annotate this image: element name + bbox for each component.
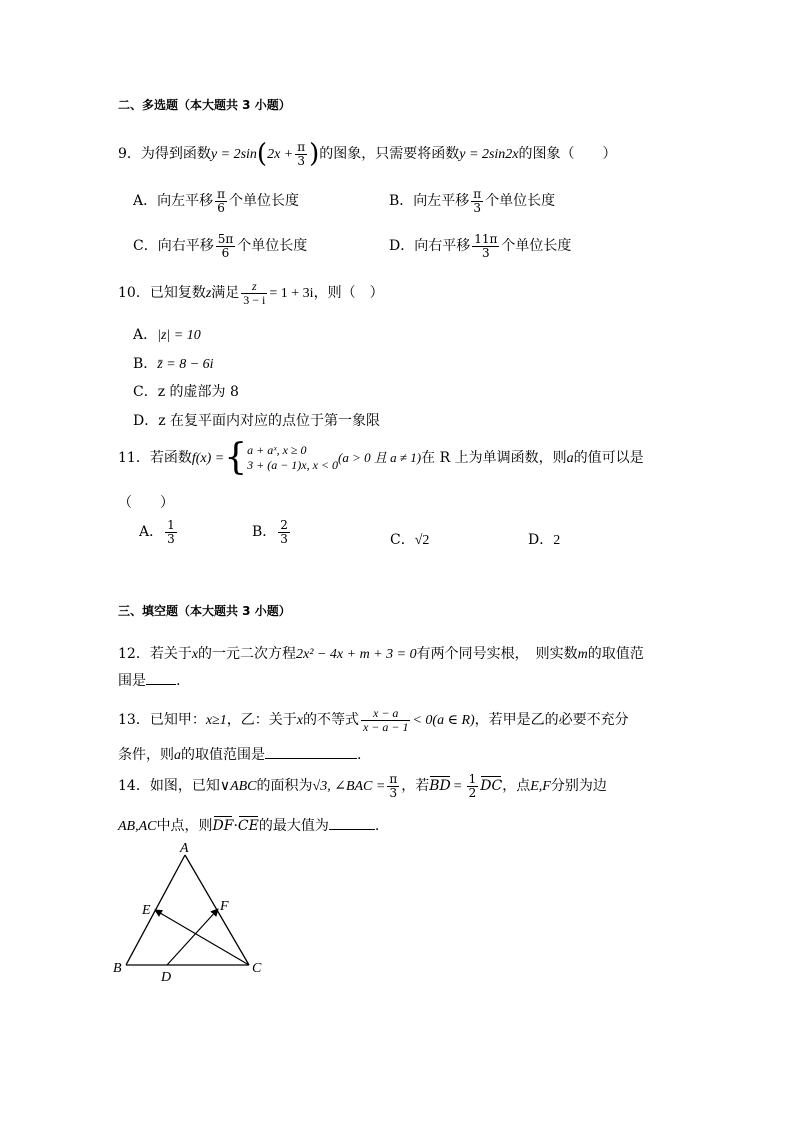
q12-stem-c: 有两个同号实根， 则实数 [416, 646, 578, 662]
q11-piecewise [247, 443, 338, 473]
q14-vector-df: DF [212, 818, 234, 834]
q14-vector-dc: DC [480, 778, 503, 795]
q14-triangle: ∨ABC [219, 779, 257, 795]
q14-pi: π [389, 772, 398, 786]
q10-option-d[interactable]: D．z 在复平面内对应的点位于第一象限 [133, 413, 381, 429]
q14-dot: · [233, 818, 238, 834]
q11-option-a-den: 3 [167, 531, 175, 546]
q12-end: . [176, 673, 181, 689]
q10-stem-a: 10．已知复数 [118, 285, 206, 302]
q9-pi: π [297, 140, 306, 154]
question-11-stem [118, 437, 644, 478]
q11-answer-paren: （ ） [118, 495, 174, 511]
q9-paren-open: ( [256, 139, 268, 170]
q9-option-a[interactable] [133, 188, 299, 214]
question-10-stem [118, 280, 384, 306]
q9-option-b-den: 3 [473, 200, 482, 215]
q11-option-d-text: 2 [553, 533, 561, 548]
q11-stem-c: 的值可以是 [573, 450, 644, 466]
q11-option-c-pre: C． [390, 532, 415, 548]
q9-option-c-den: 6 [221, 245, 230, 260]
q12-x: x [191, 647, 199, 662]
vector-df-arrow [167, 909, 218, 965]
question-12-line-2 [118, 670, 180, 690]
q10-option-b[interactable] [133, 353, 214, 373]
q12-stem-a: 12．若关于 [118, 646, 192, 662]
q11-case-1: a + aˣ, x ≥ 0 [247, 443, 307, 457]
q9-option-c-frac [216, 233, 236, 259]
q12-line2: 围是 [118, 673, 146, 689]
q13-stem-d: ，若甲是乙的必要不充分 [474, 712, 629, 729]
q12-stem-d: 的取值范 [587, 646, 644, 662]
q9-option-d-post: 个单位长度 [501, 238, 572, 255]
label-e: E [142, 903, 151, 918]
q11-case-2: 3 + (a − 1)x, x < 0 [247, 458, 339, 472]
q9-stem-b: 的图象，只需要将函数 [319, 146, 460, 163]
q11-option-c-text: √2 [414, 533, 430, 548]
q14-vector-ce: CE [237, 818, 259, 834]
label-a: A [180, 841, 189, 856]
q13-frac-num: x − a [361, 707, 411, 721]
q11-brace: { [224, 437, 248, 478]
q9-option-b-num: π [473, 187, 482, 201]
q9-option-a-post: 个单位长度 [229, 193, 300, 210]
q13-frac-den: x − a − 1 [362, 719, 409, 734]
q14-ef: E,F [530, 779, 551, 795]
q14-half [467, 773, 479, 799]
section-heading-multiple-choice: 二、多选题（本大题共 3 小题） [118, 98, 291, 112]
q14-end: . [374, 818, 380, 834]
q14-stem-b: 的面积为 [256, 778, 313, 795]
section-heading-fill-in: 三、填空题（本大题共 3 小题） [118, 604, 291, 618]
label-d: D [161, 970, 172, 985]
q9-option-a-pre: A．向左平移 [133, 193, 214, 210]
label-c: C [252, 961, 262, 976]
q10-option-b-pre: B． [133, 356, 158, 372]
q14-pi-over-3 [387, 773, 399, 799]
q14-vector-bd: BD [429, 778, 451, 795]
q14-line2-c: 的最大值为 [258, 818, 329, 834]
label-b: B [113, 961, 122, 976]
q14-three: 3 [389, 785, 398, 800]
q11-option-d[interactable] [528, 529, 560, 549]
q9-option-b-post: 个单位长度 [485, 193, 556, 210]
q9-option-b-pre: B．向左平移 [389, 193, 470, 210]
q14-stem-c: ，若 [401, 778, 430, 795]
q9-option-c-num: 5π [217, 232, 234, 246]
q9-stem-a: 9．为得到函数 [118, 146, 211, 163]
q13-end: . [357, 747, 362, 763]
q10-stem-b: 满足 [211, 285, 240, 302]
q11-option-a-frac [165, 519, 177, 545]
q10-option-c[interactable]: C．z 的虚部为 8 [133, 384, 239, 400]
q9-func2: y = 2sin2x [459, 147, 519, 163]
q9-option-a-num: π [217, 187, 226, 201]
q14-stem-d: ，点 [502, 778, 531, 795]
q13-x: x [296, 713, 303, 729]
q9-option-d[interactable] [389, 233, 571, 259]
q14-answer-blank[interactable] [329, 817, 375, 830]
q11-option-a-pre: A． [139, 524, 164, 541]
q9-func1-inner: 2x + [267, 147, 294, 163]
q9-option-a-frac [215, 188, 227, 214]
q13-line2-b: 的取值范围是 [181, 747, 265, 763]
q13-rhs: < 0(a ∈ R) [412, 713, 475, 729]
question-14-line-1 [118, 773, 607, 799]
q10-frac-num: z [241, 280, 267, 294]
q13-stem-b: ，乙：关于 [226, 712, 297, 729]
q9-paren-close: ) [309, 139, 320, 170]
q12-answer-blank[interactable] [146, 672, 176, 685]
question-12-line-1 [118, 643, 644, 663]
q11-fx: f(x) = [191, 451, 225, 466]
question-9-stem [118, 139, 617, 170]
q11-a: a [566, 451, 574, 466]
q9-option-b-frac [471, 188, 483, 214]
q13-cond1: x≥1 [205, 713, 227, 729]
q14-half-den: 2 [468, 785, 477, 800]
q14-half-num: 1 [468, 772, 477, 786]
question-14-line-2 [118, 815, 379, 835]
q10-fraction [241, 280, 267, 306]
q9-option-c[interactable] [133, 233, 307, 259]
question-13-line-1 [118, 707, 629, 733]
q9-option-d-num: 11π [474, 232, 498, 246]
q14-area: √3, ∠BAC = [312, 779, 386, 795]
q10-frac-den: 3 − i [243, 292, 266, 307]
q9-option-b[interactable] [389, 188, 555, 214]
vector-ce-arrow [155, 910, 249, 965]
q11-stem-a: 11．若函数 [118, 450, 192, 466]
q11-stem-b: 在 R 上为单调函数，则 [421, 450, 567, 466]
q14-stem-a: 14．如图，已知 [118, 778, 220, 795]
q13-fraction [361, 707, 411, 733]
q11-option-a-num: 1 [167, 518, 175, 532]
q9-option-a-den: 6 [217, 200, 225, 215]
q10-option-a[interactable] [133, 324, 201, 344]
q11-option-b-num: 2 [280, 518, 288, 532]
q10-stem-c: ，则（ ） [313, 285, 384, 302]
q13-line2-a: 条件，则 [118, 747, 174, 763]
q13-answer-blank[interactable] [265, 746, 357, 759]
triangle-figure [108, 838, 278, 988]
q13-stem-a: 13．已知甲： [118, 712, 206, 729]
q13-a: a [174, 748, 181, 763]
q9-three: 3 [297, 153, 306, 168]
q9-pi-over-3 [295, 141, 307, 167]
q14-eq: = [453, 779, 462, 795]
q11-option-b-frac [278, 519, 290, 545]
q9-option-d-frac [472, 233, 499, 259]
q10-option-a-math: |z| = 10 [157, 328, 201, 343]
q14-line2-a: AB,AC [118, 819, 157, 834]
q12-equation: 2x² − 4x + m + 3 = 0 [296, 647, 417, 662]
q10-option-a-pre: A． [133, 327, 158, 343]
q14-stem-e: 分别为边 [550, 778, 607, 795]
q9-option-d-den: 3 [481, 245, 490, 260]
q11-option-d-pre: D． [528, 532, 554, 548]
q11-option-a[interactable] [139, 519, 179, 545]
label-f: F [220, 899, 229, 914]
q10-rhs: = 1 + 3i [269, 286, 314, 302]
q13-stem-c: 的不等式 [302, 712, 359, 729]
q12-stem-b: 的一元二次方程 [198, 646, 297, 662]
q11-option-c[interactable] [390, 529, 429, 549]
q9-option-c-pre: C．向右平移 [133, 238, 214, 255]
q11-option-b[interactable] [252, 519, 292, 545]
q9-stem-c: 的图象（ ） [518, 146, 617, 163]
q9-option-c-post: 个单位长度 [237, 238, 308, 255]
question-13-line-2 [118, 744, 361, 764]
q14-line2-b: 中点，则 [156, 818, 213, 834]
q9-option-d-pre: D．向右平移 [389, 238, 471, 255]
q11-condition: (a > 0 且 a ≠ 1) [338, 450, 422, 465]
q11-option-b-den: 3 [280, 531, 288, 546]
q10-z: z [205, 286, 212, 302]
q10-option-b-math: z̄ = 8 − 6i [157, 357, 214, 372]
q11-option-b-pre: B． [252, 524, 277, 541]
q9-func1-lhs: y = 2sin [210, 147, 257, 163]
q12-m: m [577, 647, 588, 662]
